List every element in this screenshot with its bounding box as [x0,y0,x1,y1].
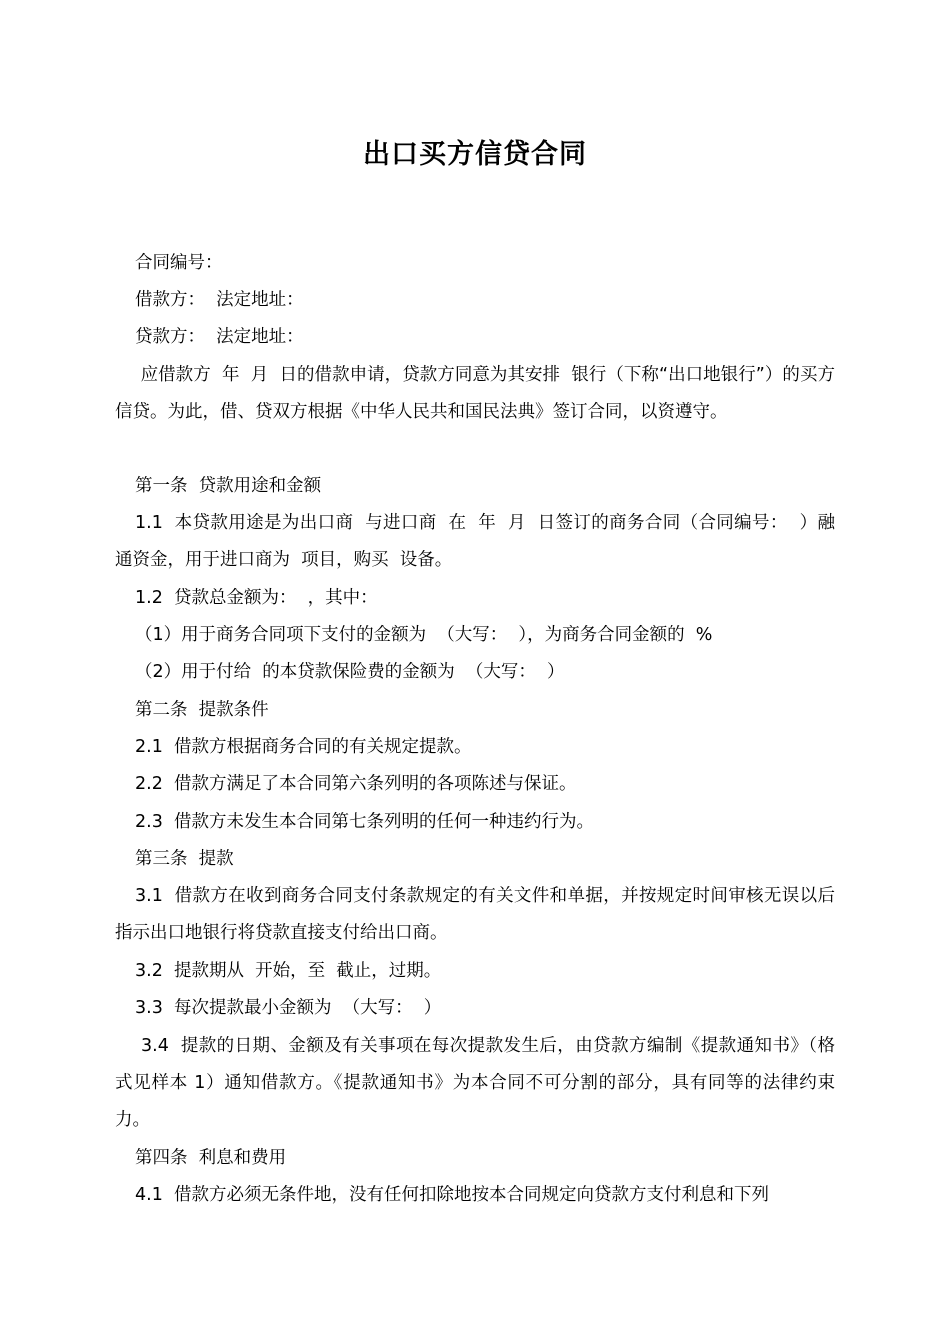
clause-4-1: 4.1 借款方必须无条件地，没有任何扣除地按本合同规定向贷款方支付利息和下列 [135,1185,769,1205]
borrower-line: 借款方： 法定地址： [135,290,304,310]
clause-3-2: 3.2 提款期从 开始，至 截止，过期。 [135,961,442,981]
clause-1-1: 1.1 本贷款用途是为出口商 与进口商 在 年 月 日签订的商务合同（合同编号： ）融通资金，用于进口商为 项目，购买 设备。 [115,513,835,570]
article-1-heading: 第一条 贷款用途和金额 [135,476,322,496]
clause-3-4: 3.4 提款的日期、金额及有关事项在每次提款发生后，由贷款方编制《提款通知书》（格式见样本 1）通知借款方。《提款通知书》为本合同不可分割的部分，具有同等的法律约束力。 [115,1036,835,1130]
clause-2-2: 2.2 借款方满足了本合同第六条列明的各项陈述与保证。 [135,774,577,794]
article-3-heading: 第三条 提款 [135,849,234,869]
preamble-paragraph: 应借款方 年 月 日的借款申请，贷款方同意为其安排 银行（下称“出口地银行”）的买方信贷。为此，借、贷双方根据《中华人民共和国民法典》签订合同，以资遵守。 [115,365,835,422]
contract-number-line: 合同编号： [135,253,223,273]
article-2-heading: 第二条 提款条件 [135,700,269,720]
lender-line: 贷款方： 法定地址： [135,327,304,347]
clause-2-1: 2.1 借款方根据商务合同的有关规定提款。 [135,737,472,757]
clause-3-3: 3.3 每次提款最小金额为 （大写： ） [135,998,442,1018]
article-4-heading: 第四条 利息和费用 [135,1148,287,1168]
clause-2-3: 2.3 借款方未发生本合同第七条列明的任何一种违约行为。 [135,812,594,832]
clause-3-1: 3.1 借款方在收到商务合同支付条款规定的有关文件和单据，并按规定时间审核无误以后指示出口地银行将贷款直接支付给出口商。 [115,886,835,943]
clause-1-2: 1.2 贷款总金额为： ，其中： [135,588,378,608]
clause-1-2-item-1: （1）用于商务合同项下支付的金额为 （大写： ），为商务合同金额的 % [135,625,713,645]
clause-1-2-item-2: （2）用于付给 的本贷款保险费的金额为 （大写： ） [135,662,565,682]
document-title: 出口买方信贷合同 [363,139,587,170]
